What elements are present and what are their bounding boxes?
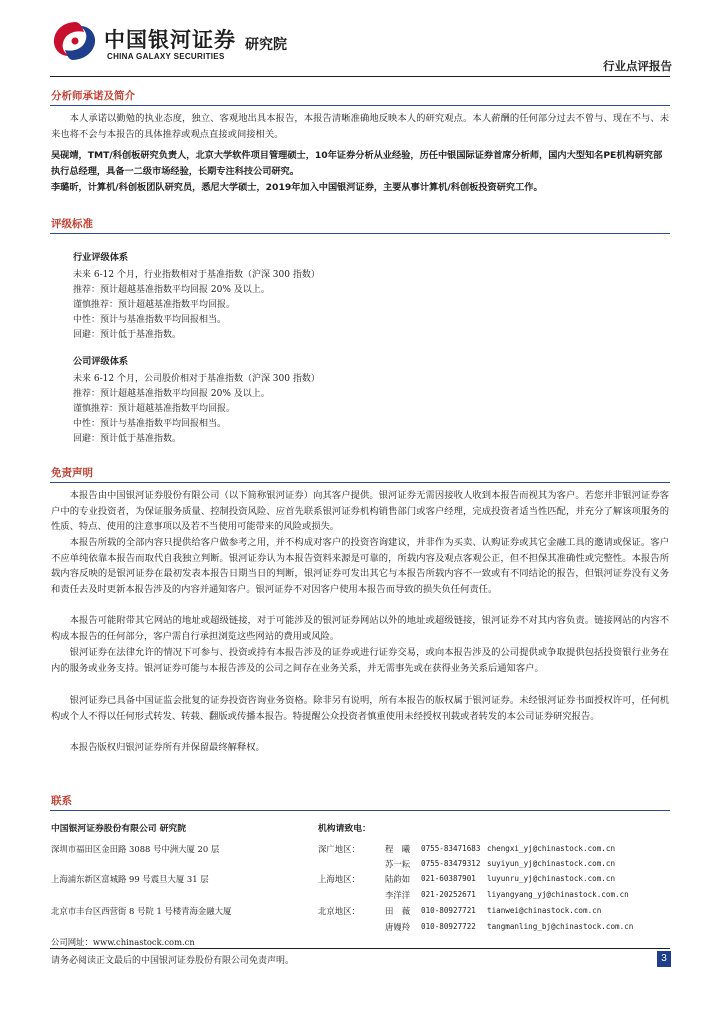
industry-rating-line: 中性：预计与基准指数平均回报相当。 (73, 315, 227, 325)
company-rating-line: 谨慎推荐：预计超越基准指数平均回报。 (73, 404, 236, 414)
company-rating-line: 中性：预计与基准指数平均回报相当。 (73, 419, 227, 429)
report-type: 行业点评报告 (603, 59, 672, 73)
contact-name: 李洋洋 (385, 890, 411, 900)
analyst-bio-li: 李璐昕，计算机/科创板团队研究员，悉尼大学硕士，2019年加入中国银河证券，主要从事计算机/科创板投资研究工作。 (51, 182, 543, 193)
company-website: 公司网址：www.chinastock.com.cn (51, 937, 195, 947)
analyst-section-title: 分析师承诺及简介 (51, 90, 135, 102)
rating-section-rule (50, 233, 670, 234)
contact-email[interactable]: suyiyun_yj@chinastock.com.cn (487, 859, 616, 868)
contact-phone: 021-60387901 (421, 874, 476, 883)
contact-name: 程 曦 (385, 844, 411, 854)
contact-phone: 0755-83471683 (421, 844, 481, 853)
contact-phone: 0755-83479312 (421, 859, 481, 868)
contact-email[interactable]: tangmanling_bj@chinastock.com.cn (487, 922, 634, 931)
industry-rating-title: 行业评级体系 (73, 252, 129, 263)
industry-rating-line: 推荐：预计超越基准指数平均回报 20% 及以上。 (73, 285, 270, 295)
company-rating-line: 未来 6-12 个月，公司股价相对于基准指数（沪深 300 指数） (73, 374, 320, 384)
company-name: 中国银河证券股份有限公司 研究院 (51, 824, 187, 834)
contact-section-title: 联系 (51, 795, 72, 807)
contact-section-rule (50, 810, 670, 811)
disclaimer-section-title: 免责声明 (51, 467, 93, 479)
contact-email[interactable]: liyangyang_yj@chinastock.com.cn (487, 890, 629, 899)
contact-phone: 010-80927722 (421, 922, 476, 931)
disclaimer-paragraph: 本报告所载的全部内容只提供给客户做参考之用，并不构成对客户的投资咨询建议，并非作为买卖、认购证券或其它金融工具的邀请或保证。客户不应单纯依靠本报告而取代自我独立判断。银河证券认为本报告资料来源是可靠的，所载内容及观点客观公正，但不担保其准确性或完整性。本报告所载内容反映的是银河证券在最初发表本报告日期当日的判断，银河证券可发出其它与本报告所载内容不一致或有不同结论的报告，但银河证券没有义务和责任去及时更新本报告涉及的内容并通知客户。银河证券不对因客户使用本报告而导致的损失负任何责任。 (51, 537, 669, 595)
contact-name: 苏一耘 (385, 859, 411, 869)
contact-email[interactable]: luyunru_yj@chinastock.com.cn (487, 874, 616, 883)
contact-name: 陆韵如 (385, 874, 411, 884)
analyst-commitment: 本人承诺以勤勉的执业态度，独立、客观地出具本报告，本报告清晰准确地反映本人的研究观点。本人薪酬的任何部分过去不曾与、现在不与、未来也将不会与本报告的具体推荐或观点直接或间接相关。 (51, 113, 669, 140)
rating-section-title: 评级标准 (51, 218, 93, 230)
sales-contact-title: 机构请致电： (318, 824, 371, 834)
page-number: 3 (657, 951, 671, 967)
page-header (0, 0, 724, 76)
footer-note: 请务必阅读正文最后的中国银河证券股份有限公司免责声明。 (51, 956, 295, 966)
footer-divider (50, 948, 670, 949)
disclaimer-paragraph: 本报告由中国银河证券股份有限公司（以下简称银河证券）向其客户提供。银河证券无需因接收人收到本报告而视其为客户。若您并非银河证券客户中的专业投资者，为保证服务质量、控制投资风险、应首先联系银河证券机构销售部门或客户经理，完成投资者适当性匹配，并充分了解该项服务的性质、特点、使用的注意事项以及若不当使用可能带来的风险或损失。 (51, 490, 669, 533)
analyst-bio-wu: 吴砚靖，TMT/科创板研究负责人，北京大学软件项目管理硕士，10年证券分析从业经验，历任中银国际证券首席分析师，国内大型知名PE机构研究部执行总经理，具备一二级市场经验，长期专注科技公司研究。 (51, 150, 663, 177)
company-rating-line: 回避：预计低于基准指数。 (73, 434, 182, 444)
industry-rating-line: 谨慎推荐：预计超越基准指数平均回报。 (73, 300, 236, 310)
institute-label: 研究院 (245, 37, 287, 53)
region-label: 深广地区： (318, 844, 360, 854)
disclaimer-paragraph: 银河证券已具备中国证监会批复的证券投资咨询业务资格。除非另有说明，所有本报告的版权属于银河证券。未经银河证券书面授权许可，任何机构或个人不得以任何形式转发、转载、翻版或传播本报告。特提醒公众投资者慎重使用未经授权刊载或者转发的本公司证券研究报告。 (51, 695, 669, 722)
contact-name: 唐嫚羚 (385, 922, 411, 932)
office-address: 北京市丰台区西营街 8 号院 1 号楼青海金融大厦 (51, 906, 232, 916)
disclaimer-paragraph: 本报告版权归银河证券所有并保留最终解释权。 (69, 742, 265, 753)
brand-name-en: CHINA GALAXY SECURITIES (107, 52, 225, 61)
contact-email[interactable]: chengxi_yj@chinastock.com.cn (487, 844, 616, 853)
galaxy-logo-icon (50, 18, 100, 64)
header-divider (50, 76, 670, 77)
contact-name: 田 薇 (385, 906, 411, 916)
contact-phone: 010-80927721 (421, 906, 476, 915)
disclaimer-paragraph: 银河证券在法律允许的情况下可参与、投资或持有本报告涉及的证券或进行证券交易，或向本报告涉及的公司提供或争取提供包括投资银行业务在内的服务或业务支持。银河证券可能与本报告涉及的公司之间存在业务关系，并无需事先或在获得业务关系后通知客户。 (51, 647, 669, 674)
disclaimer-paragraph: 本报告可能附带其它网站的地址或超级链接，对于可能涉及的银河证券网站以外的地址或超级链接，银河证券不对其内容负责。链接网站的内容不构成本报告的任何部分，客户需自行承担浏览这些网站的费用或风险。 (51, 615, 669, 642)
disclaimer-section-rule (50, 482, 670, 483)
industry-rating-line: 回避：预计低于基准指数。 (73, 330, 182, 340)
contact-email[interactable]: tianwei@chinastock.com.cn (487, 906, 602, 915)
brand-name-cn: 中国银河证券 (104, 28, 236, 52)
region-label: 上海地区： (318, 874, 360, 884)
analyst-section-rule (50, 105, 670, 106)
office-address: 深圳市福田区金田路 3088 号中洲大厦 20 层 (51, 844, 220, 854)
industry-rating-line: 未来 6-12 个月，行业指数相对于基准指数（沪深 300 指数） (73, 270, 320, 280)
company-rating-title: 公司评级体系 (73, 356, 129, 367)
company-rating-line: 推荐：预计超越基准指数平均回报 20% 及以上。 (73, 389, 270, 399)
contact-phone: 021-20252671 (421, 890, 476, 899)
office-address: 上海浦东新区富城路 99 号震旦大厦 31 层 (51, 874, 209, 884)
region-label: 北京地区： (318, 906, 360, 916)
